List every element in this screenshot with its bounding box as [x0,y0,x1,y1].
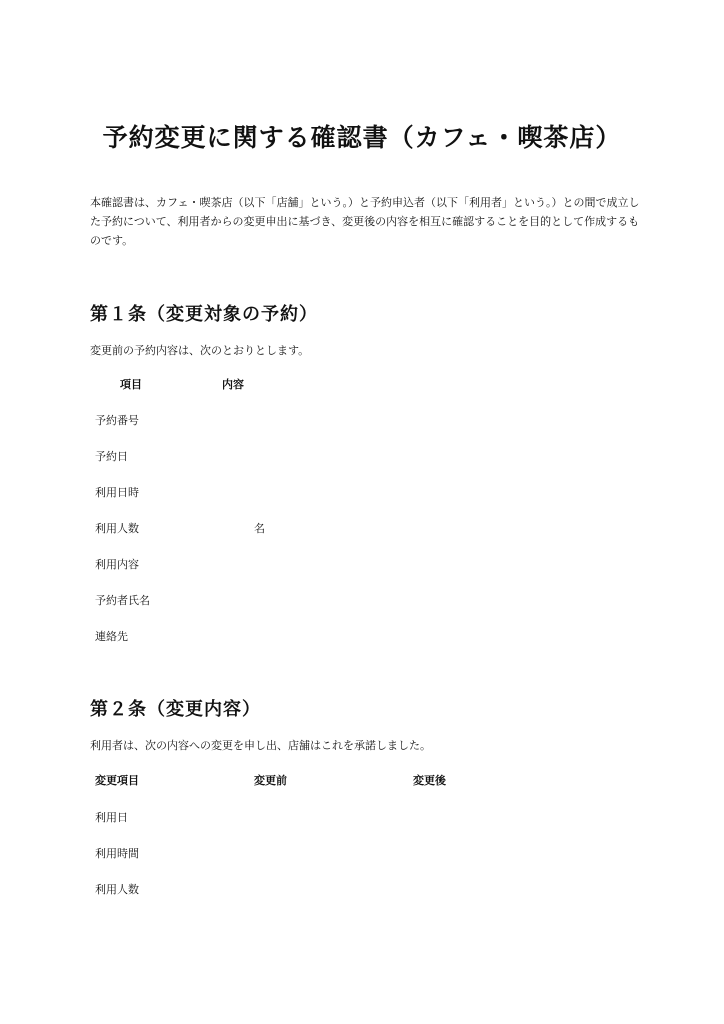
article1-row-label: 利用日時 [95,486,139,499]
article1-col-item: 項目 [120,378,142,391]
article1-col-content: 内容 [222,378,244,391]
article1-heading: 第１条（変更対象の予約） [90,304,318,325]
article1-text: 変更前の予約内容は、次のとおりとします。 [90,344,310,357]
article2-row-label: 利用人数 [95,883,139,896]
article1-row-label: 予約日 [95,450,128,463]
article1-row-label: 利用内容 [95,558,139,571]
document-title: 予約変更に関する確認書（カフェ・喫茶店） [102,123,622,152]
article2-row-label: 利用日 [95,811,128,824]
article2-row-label: 利用時間 [95,847,139,860]
article2-heading: 第２条（変更内容） [90,699,261,720]
article1-row-label: 連絡先 [95,630,128,643]
article2-col-before: 変更前 [254,774,287,787]
article2-col-item: 変更項目 [95,774,139,787]
article1-row-label: 予約番号 [95,414,139,427]
article1-row-value: 名 [254,522,265,535]
article2-col-after: 変更後 [413,774,446,787]
article2-text: 利用者は、次の内容への変更を申し出、店舗はこれを承諾しました。 [90,739,431,752]
article1-row-label: 利用人数 [95,522,139,535]
article1-row-label: 予約者氏名 [95,594,150,607]
intro-paragraph: 本確認書は、カフェ・喫茶店（以下「店舗」という。）と予約申込者（以下「利用者」という。）との間で成立した予約について、利用者からの変更申出に基づき、変更後の内容を相互に確認することを目的として作成するものです。 [90,196,640,247]
